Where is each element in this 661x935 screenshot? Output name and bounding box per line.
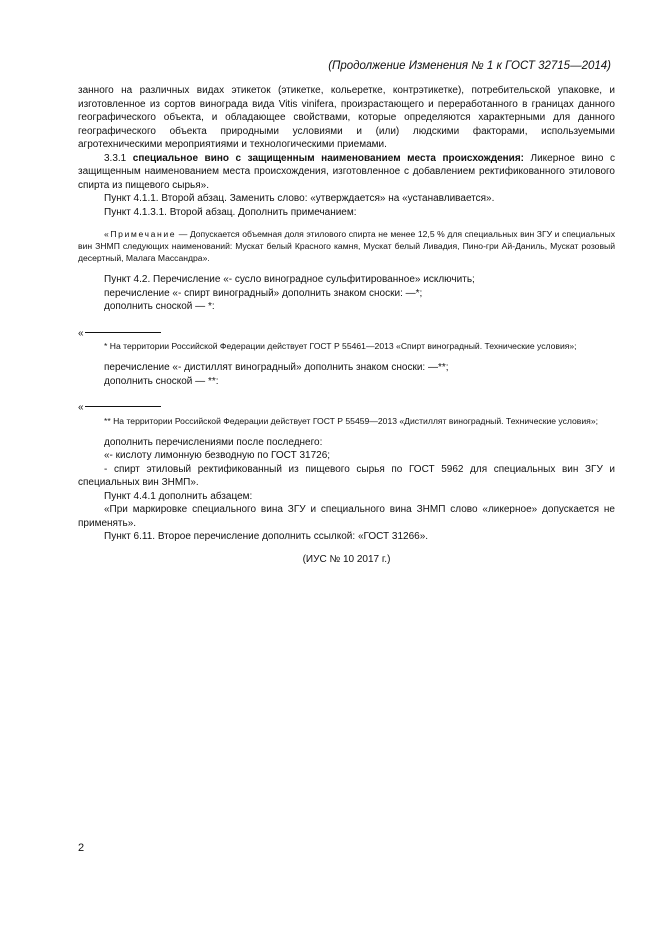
footnote-separator-1	[78, 327, 615, 341]
footnote-line	[85, 406, 161, 407]
paragraph-definition-continuation: занного на различных видах этикеток (этикетке, кольеретке, контрэтикетке), потребительской упаковке, и изготовленное из сортов винограда вида Vitis vinifera, произрастающего и переработанного в границах данного географического объекта, и обладающее свойствами, которые определяются характерными для данного географического объекта природными условиями и (или) людскими факторами, используемыми агротехническими мероприятиями и технологическими приемами.	[78, 85, 615, 150]
note-paragraph	[78, 228, 615, 264]
footnote-open-quote: «	[78, 402, 84, 413]
paragraph-add-footnote-1: дополнить сноской — *:	[104, 301, 215, 312]
paragraph-term-3-3-1	[78, 152, 615, 193]
paragraph-4-2: Пункт 4.2. Перечисление «- сусло виноградное сульфитированное» исключить;	[104, 274, 475, 285]
footnote-open-quote: «	[78, 327, 84, 339]
footnote-1: * На территории Российской Федерации действует ГОСТ Р 55461—2013 «Спирт виноградный. Технические условия»;	[104, 341, 577, 351]
paragraph-4-1-3-1: Пункт 4.1.3.1. Второй абзац. Дополнить примечанием:	[104, 206, 357, 218]
ius-reference: (ИУС № 10 2017 г.)	[302, 553, 391, 565]
page-number: 2	[78, 842, 85, 854]
footnote-2: ** На территории Российской Федерации действует ГОСТ Р 55459—2013 «Дистиллят виноградный. Технические условия»;	[104, 415, 598, 426]
paragraph-marking-rule: «При маркировке специального вина ЗГУ и специального вина ЗНМП слово «ликерное» допускается не применять».	[78, 504, 615, 529]
paragraph-6-11: Пункт 6.11. Второе перечисление дополнить ссылкой: «ГОСТ 31266».	[104, 531, 429, 542]
paragraph-add-footnote-2: дополнить сноской — **:	[104, 375, 219, 387]
running-header: (Продолжение Изменения № 1 к ГОСТ 32715—2014)	[328, 60, 611, 72]
paragraph-spirit-footnote-mark: перечисление «- спирт виноградный» дополнить знаком сноски: —*;	[104, 287, 423, 299]
paragraph-4-4-1: Пункт 4.4.1 дополнить абзацем:	[104, 490, 253, 502]
paragraph-distillate-footnote-mark: перечисление «- дистиллят виноградный» дополнить знаком сноски: —**;	[104, 362, 449, 373]
paragraph-add-listings: дополнить перечислениями после последнего:	[104, 436, 323, 448]
footnote-separator-2	[78, 401, 615, 415]
note-label: «Примечание	[104, 229, 177, 239]
term-name: специальное вино с защищенным наименованием места происхождения:	[132, 152, 524, 164]
term-definition: Ликерное вино с защищенным наименованием места происхождения, изготовленное с добавлением ректификованного этилового спирта из пищевого сырья».	[78, 152, 615, 191]
note-text: — Допускается объемная доля этилового спирта не менее 12,5 % для специальных вин ЗГУ и специальных вин ЗНМП следующих наименований: Мускат белый Красного камня, Мускат белый Ливадия, Пино-гри Ай-Даниль, Мускат розовый десертный, Малага Массандра».	[78, 229, 615, 263]
list-item-ethyl-spirit: - спирт этиловый ректификованный из пищевого сырья по ГОСТ 5962 для специальных вин ЗГУ и специальных вин ЗНМП».	[78, 463, 615, 488]
clause-number: 3.3.1	[104, 152, 133, 164]
list-item-citric-acid: «- кислоту лимонную безводную по ГОСТ 31726;	[104, 450, 331, 461]
footnote-line	[85, 332, 161, 333]
paragraph-4-1-1: Пункт 4.1.1. Второй абзац. Заменить слово: «утверждается» на «устанавливается».	[104, 193, 495, 204]
document-body	[78, 84, 615, 566]
